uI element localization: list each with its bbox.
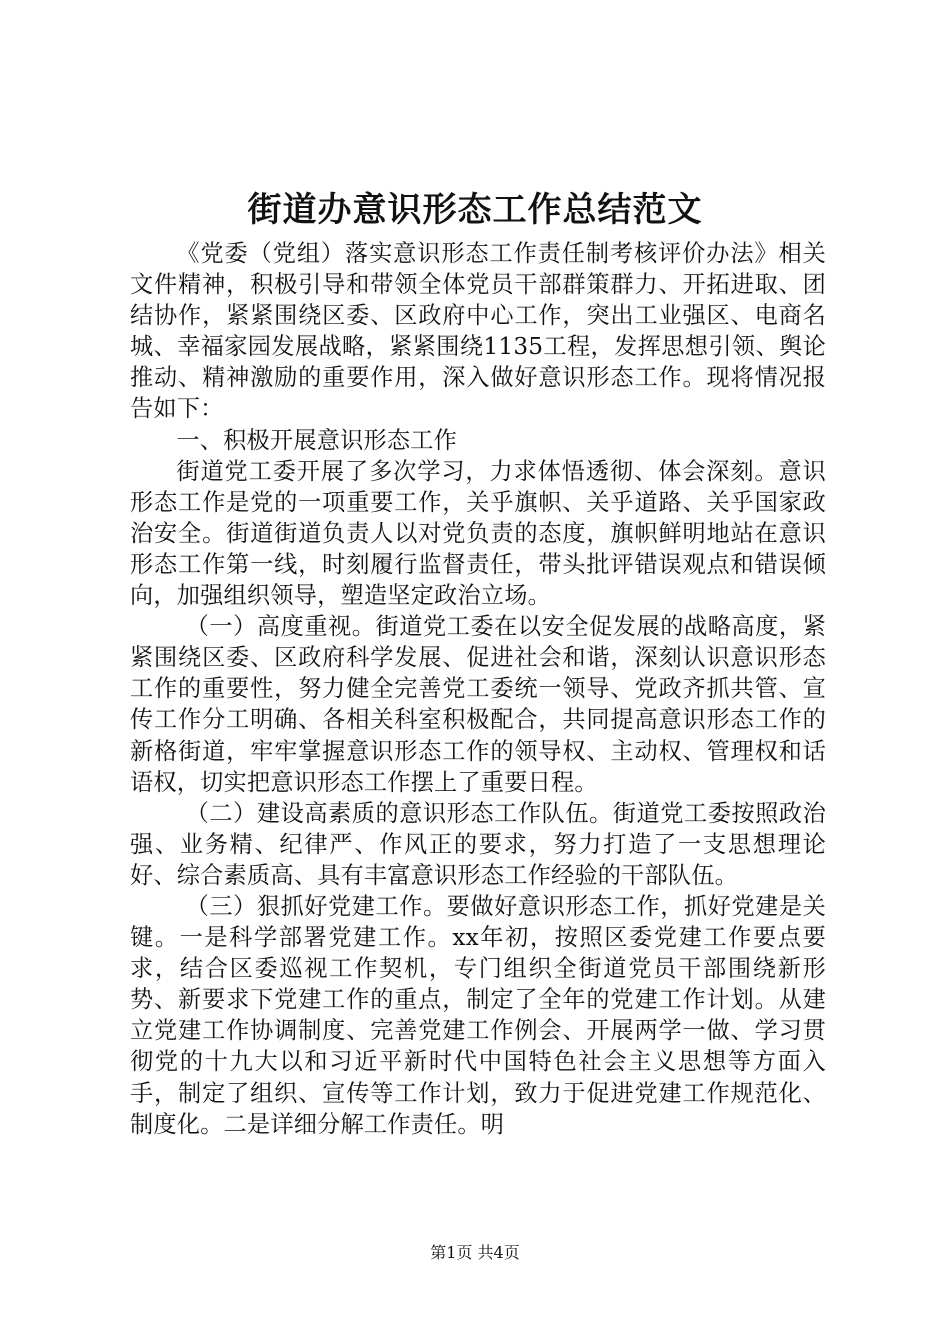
section-heading-1: 一、积极开展意识形态工作	[176, 426, 458, 454]
page-number-footer: 第1页 共4页	[430, 1243, 520, 1262]
section-1-paragraph: 街道党工委开展了多次学习，力求体悟透彻、体会深刻。意识形态工作是党的一项重要工作，关乎旗帜、关乎道路、关乎国家政治安全。街道街道负责人以对党负责的态度，旗帜鲜明地站在意识形态工作第一线，时刻履行监督责任，带头批评错误观点和错误倾向，加强组织领导，塑造坚定政治立场。	[130, 457, 826, 610]
subsection-3-paragraph: （三）狠抓好党建工作。要做好意识形态工作，抓好党建是关键。一是科学部署党建工作。xx年初，按照区委党建工作要点要求，结合区委巡视工作契机，专门组织全街道党员干部围绕新形势、新要求下党建工作的重点，制定了全年的党建工作计划。从建立党建工作协调制度、完善党建工作例会、开展两学一做、学习贯彻党的十九大以和习近平新时代中国特色社会主义思想等方面入手，制定了组织、宣传等工作计划，致力于促进党建工作规范化、制度化。二是详细分解工作责任。明	[130, 892, 826, 1138]
document-body	[130, 238, 826, 1140]
intro-paragraph: 《党委（党组）落实意识形态工作责任制考核评价办法》相关文件精神，积极引导和带领全体党员干部群策群力、开拓进取、团结协作，紧紧围绕区委、区政府中心工作，突出工业强区、电商名城、幸福家园发展战略，紧紧围绕1135工程，发挥思想引领、舆论推动、精神激励的重要作用，深入做好意识形态工作。现将情况报告如下：	[130, 240, 826, 423]
document-title: 街道办意识形态工作总结范文	[247, 190, 703, 230]
subsection-1-paragraph: （一）高度重视。街道党工委在以安全促发展的战略高度，紧紧围绕区委、区政府科学发展、促进社会和谐，深刻认识意识形态工作的重要性，努力健全完善党工委统一领导、党政齐抓共管、宣传工作分工明确、各相关科室积极配合，共同提高意识形态工作的新格街道，牢牢掌握意识形态工作的领导权、主动权、管理权和话语权，切实把意识形态工作摆上了重要日程。	[130, 613, 826, 796]
subsection-2-paragraph: （二）建设高素质的意识形态工作队伍。街道党工委按照政治强、业务精、纪律严、作风正的要求，努力打造了一支思想理论好、综合素质高、具有丰富意识形态工作经验的干部队伍。	[130, 799, 826, 889]
